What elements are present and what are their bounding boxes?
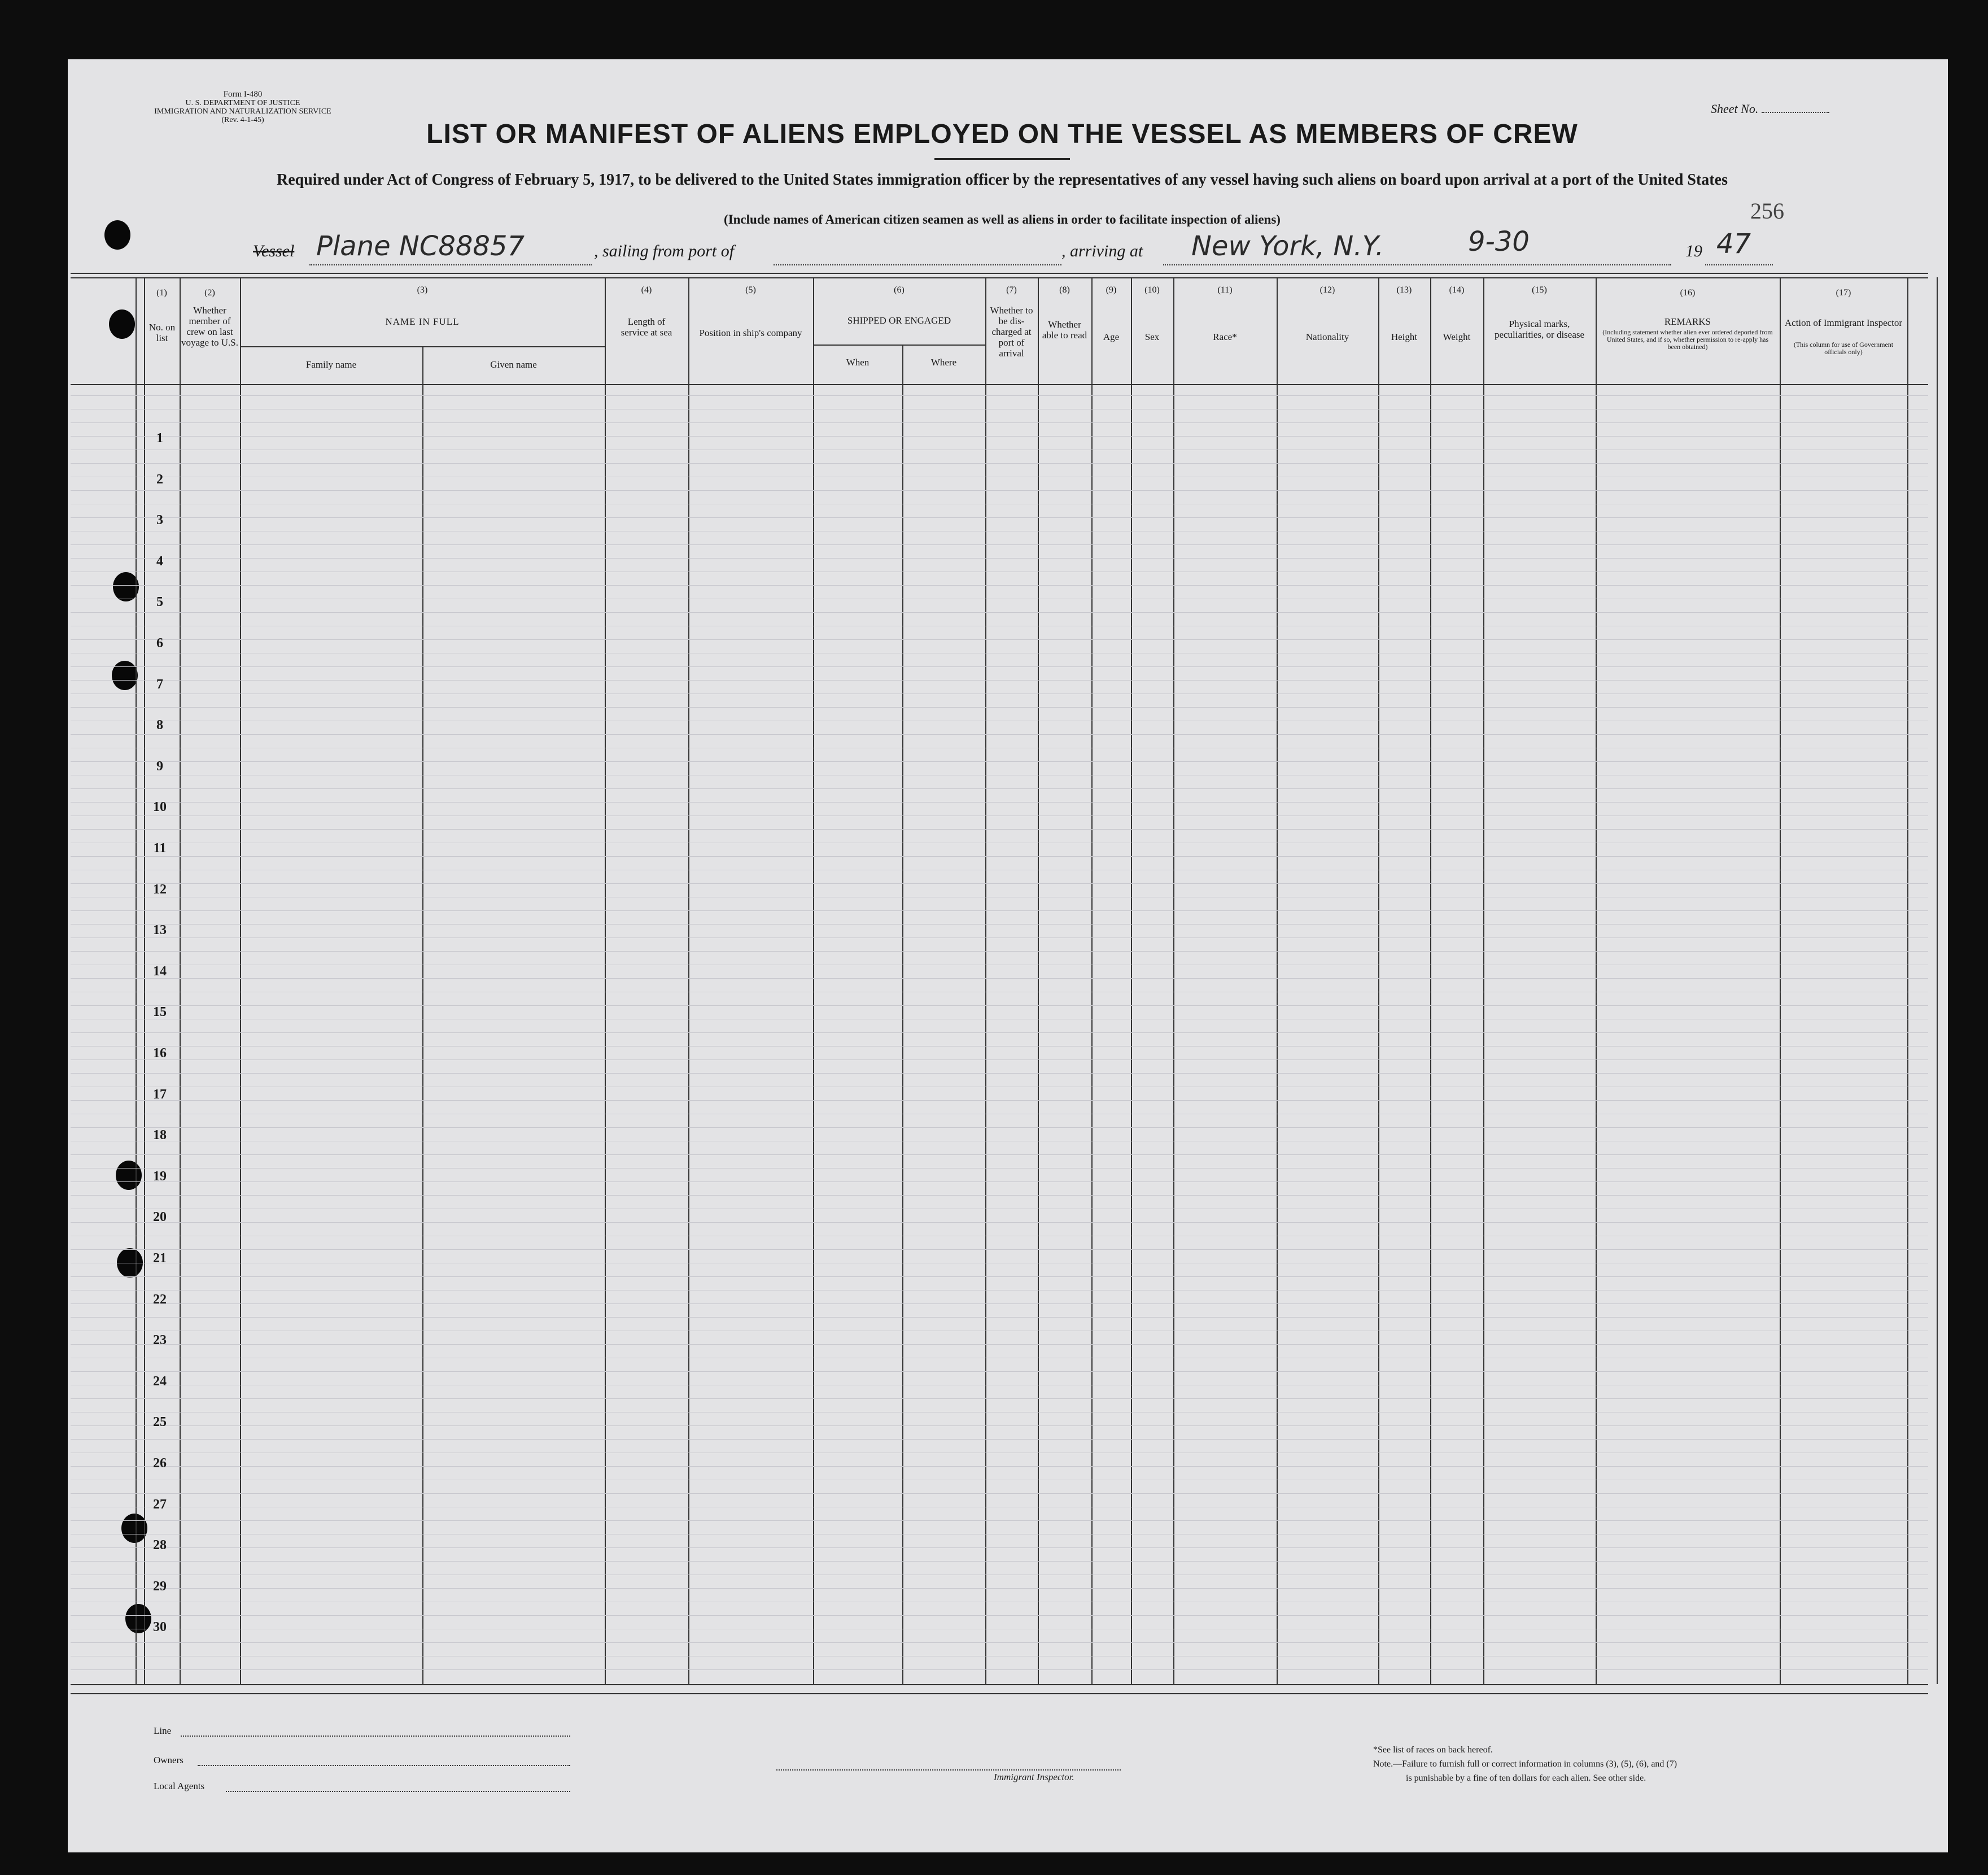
column-header-age: Age [1103, 332, 1120, 342]
column-header-position: Position in ship's company [699, 328, 802, 338]
row-number: 28 [153, 1538, 167, 1553]
row-number: 11 [153, 841, 167, 856]
row-ruling [71, 1561, 1928, 1562]
row-ruling [71, 1073, 1928, 1074]
row-ruling [71, 1439, 1928, 1440]
row-number: 19 [153, 1168, 167, 1184]
owners-label: Owners [154, 1755, 183, 1765]
vessel-label: Vessel [253, 242, 295, 260]
row-number: 7 [156, 677, 163, 692]
row-ruling [71, 1059, 1928, 1060]
column-divider [1131, 277, 1132, 1684]
row-ruling [71, 666, 1928, 667]
row-number: 15 [153, 1005, 167, 1020]
shipped-subheader-rule [813, 345, 985, 346]
form-number: Form I-480 [223, 90, 263, 99]
column-divider [1483, 277, 1484, 1684]
arriving-label: , arriving at [1061, 242, 1143, 260]
table-bottom-border-inner [71, 1693, 1928, 1694]
column-number: (3) [417, 285, 428, 295]
column-number: (12) [1319, 285, 1335, 295]
column-header-crew-last-voyage: Whether member of crew on last voyage to U.S. [181, 305, 239, 348]
sailing-label: , sailing from port of [594, 242, 735, 260]
column-divider [813, 277, 814, 1684]
row-ruling [71, 1425, 1928, 1426]
column-header-sex: Sex [1144, 332, 1160, 342]
arrival-date-value: 9-30 [1468, 226, 1530, 258]
row-ruling [71, 1154, 1928, 1155]
column-number: (10) [1144, 285, 1160, 295]
row-ruling [71, 1520, 1928, 1521]
column-divider [1430, 277, 1431, 1684]
title-rule [934, 158, 1070, 160]
column-divider [902, 345, 903, 1684]
column-divider [422, 346, 423, 1684]
row-ruling [71, 883, 1928, 884]
row-number: 25 [153, 1415, 167, 1430]
sheet-label: Sheet No. [1711, 102, 1759, 116]
column-divider [1091, 277, 1093, 1684]
row-ruling [71, 1398, 1928, 1399]
local-agents-label: Local Agents [154, 1781, 205, 1791]
column-number: (7) [1006, 285, 1017, 295]
row-number: 23 [153, 1333, 167, 1348]
column-number: (4) [641, 285, 652, 295]
line-field [181, 1736, 570, 1737]
column-number: (6) [894, 285, 905, 295]
column-header-inspector-action: Action of Immigrant Inspector [1784, 317, 1903, 328]
penalty-note-1: Note.—Failure to furnish full or correct information in columns (3), (5), (6), and (7) [1373, 1759, 1677, 1769]
column-divider [1277, 277, 1278, 1684]
row-ruling [71, 1588, 1928, 1589]
column-header-discharged: Whether to be dis-charged at port of arrival [990, 305, 1033, 359]
column-divider [1173, 277, 1174, 1684]
column-header-family-name: Family name [305, 359, 357, 370]
vessel-name: Plane NC88857 [316, 230, 525, 262]
row-number: 24 [153, 1373, 167, 1389]
row-ruling [71, 436, 1928, 437]
column-divider [688, 277, 689, 1684]
row-ruling [71, 802, 1928, 803]
row-ruling [71, 1493, 1928, 1494]
table-bottom-border [71, 1684, 1928, 1685]
sheet-number-field [1711, 102, 1829, 116]
column-header-remarks: REMARKS [1664, 316, 1711, 327]
row-ruling [71, 585, 1928, 586]
row-ruling [71, 1127, 1928, 1128]
row-number: 8 [156, 718, 163, 733]
column-header-where: Where [930, 357, 957, 368]
column-number: (2) [204, 288, 215, 298]
column-header-shipped-or-engaged: SHIPPED OR ENGAGED [847, 315, 951, 326]
row-ruling [71, 788, 1928, 789]
form-identification [136, 90, 350, 124]
row-ruling [71, 544, 1928, 545]
punch-hole [104, 220, 130, 250]
row-ruling [71, 1195, 1928, 1196]
year-field-line [1705, 264, 1773, 265]
column-divider [1907, 277, 1908, 1684]
row-ruling [71, 680, 1928, 681]
column-divider [136, 277, 137, 1684]
table-top-border-inner [71, 277, 1928, 278]
owners-field [198, 1765, 570, 1766]
arriving-port-value: New York, N.Y. [1191, 230, 1384, 262]
row-number: 12 [153, 882, 167, 897]
row-ruling [71, 1317, 1928, 1318]
row-number: 14 [153, 963, 167, 979]
column-header-weight: Weight [1443, 332, 1471, 342]
column-divider [144, 277, 145, 1684]
year-prefix: 19 [1685, 242, 1702, 260]
vessel-field-line [309, 264, 592, 265]
column-number: (17) [1836, 288, 1851, 298]
column-number: (1) [156, 288, 167, 298]
column-header-able-to-read: Whether able to read [1042, 319, 1087, 341]
row-ruling [71, 1276, 1928, 1277]
row-number: 10 [153, 800, 167, 815]
row-number: 21 [153, 1251, 167, 1266]
column-header-length-of-service: Length of service at sea [621, 316, 672, 338]
row-ruling [71, 829, 1928, 830]
row-number: 16 [153, 1046, 167, 1061]
column-header-when: When [846, 357, 870, 368]
column-header-height: Height [1391, 332, 1418, 342]
row-number: 6 [156, 636, 163, 651]
column-header-name-in-full: NAME IN FULL [385, 316, 460, 327]
row-number: 4 [156, 553, 163, 569]
inspector-label: Immigrant Inspector. [994, 1772, 1074, 1782]
row-ruling [71, 558, 1928, 559]
row-ruling [71, 1303, 1928, 1304]
inspector-signature-line [776, 1769, 1121, 1771]
row-ruling [71, 1249, 1928, 1250]
row-ruling [71, 1005, 1928, 1006]
row-ruling [71, 707, 1928, 708]
column-divider [1378, 277, 1379, 1684]
row-ruling [71, 734, 1928, 735]
row-ruling [71, 910, 1928, 911]
line-label: Line [154, 1725, 172, 1736]
penalty-note-2: is punishable by a fine of ten dollars for each alien. See other side. [1406, 1773, 1646, 1783]
row-number: 29 [153, 1579, 167, 1594]
row-ruling [71, 1615, 1928, 1616]
row-number: 27 [153, 1497, 167, 1512]
punch-hole [112, 661, 138, 690]
column-number: (11) [1217, 285, 1233, 295]
row-number: 1 [156, 431, 163, 446]
row-number: 5 [156, 595, 163, 610]
row-ruling [71, 1181, 1928, 1182]
column-number: (9) [1106, 285, 1117, 295]
row-ruling [71, 395, 1928, 396]
column-header-no-on-list: No. on list [148, 322, 176, 343]
row-ruling [71, 1344, 1928, 1345]
row-ruling [71, 951, 1928, 952]
row-ruling [71, 612, 1928, 613]
column-number: (15) [1532, 285, 1547, 295]
row-ruling [71, 1547, 1928, 1548]
table-top-border [71, 273, 1928, 274]
column-number: (8) [1059, 285, 1070, 295]
subtitle-note: (Include names of American citizen seamen as well as aliens in order to facilitate inspection of aliens) [724, 212, 1281, 226]
column-number: (16) [1680, 288, 1696, 298]
row-number: 20 [153, 1210, 167, 1225]
row-number: 3 [156, 513, 163, 528]
row-ruling [71, 422, 1928, 423]
row-number: 9 [156, 758, 163, 774]
year-value: 47 [1716, 228, 1751, 260]
punch-hole [109, 309, 135, 339]
column-divider [1937, 277, 1938, 1684]
column-header-physical-marks: Physical marks, peculiarities, or disease [1494, 319, 1585, 340]
row-ruling [71, 1100, 1928, 1101]
page-title: LIST OR MANIFEST OF ALIENS EMPLOYED ON THE VESSEL AS MEMBERS OF CREW [426, 119, 1578, 149]
column-header-race: Race* [1213, 332, 1237, 342]
subtitle: Required under Act of Congress of February 5, 1917, to be delivered to the United States immigration officer by the representatives of any vessel having such aliens on board upon arrival at a port of the United States [277, 171, 1728, 189]
row-number: 22 [153, 1292, 167, 1307]
row-ruling [71, 1642, 1928, 1643]
column-divider [985, 277, 986, 1684]
column-number: (14) [1449, 285, 1465, 295]
row-ruling [71, 856, 1928, 857]
column-divider [240, 277, 241, 1684]
row-ruling [71, 1669, 1928, 1670]
row-ruling [71, 924, 1928, 925]
row-ruling [71, 1032, 1928, 1033]
arriving-field-line [1163, 264, 1671, 265]
row-number: 26 [153, 1456, 167, 1471]
column-divider [180, 277, 181, 1684]
department: U. S. DEPARTMENT OF JUSTICE [185, 99, 300, 107]
column-header-nationality: Nationality [1305, 332, 1349, 342]
row-number: 30 [153, 1620, 167, 1635]
local-agents-field [226, 1791, 570, 1792]
row-ruling [71, 517, 1928, 518]
column-header-remarks-note: (Including statement whether alien ever ordered deported from United States, and if so, whether permission to re-apply has been obtained) [1602, 328, 1773, 351]
row-number: 13 [153, 923, 167, 938]
column-header-given-name: Given name [490, 359, 537, 370]
row-ruling [71, 978, 1928, 979]
row-ruling [71, 1466, 1928, 1467]
service: IMMIGRATION AND NATURALIZATION SERVICE [154, 107, 331, 116]
punch-hole [116, 1161, 142, 1190]
race-note: *See list of races on back hereof. [1373, 1745, 1493, 1755]
row-ruling [71, 761, 1928, 762]
revision: (Rev. 4-1-45) [221, 116, 264, 124]
column-number: (5) [745, 285, 756, 295]
column-divider [1038, 277, 1039, 1684]
column-divider [1596, 277, 1597, 1684]
row-number: 18 [153, 1128, 167, 1143]
row-ruling [71, 490, 1928, 491]
header-bottom-border [71, 384, 1928, 385]
row-ruling [71, 639, 1928, 640]
row-number: 17 [153, 1087, 167, 1102]
row-ruling [71, 1371, 1928, 1372]
column-number: (13) [1396, 285, 1412, 295]
sailing-port-field-line [774, 264, 1061, 265]
sheet-number-stamp: 256 [1750, 198, 1784, 224]
row-number: 2 [156, 472, 163, 487]
column-header-inspector-note: (This column for use of Government officials only) [1793, 341, 1894, 356]
row-ruling [71, 463, 1928, 464]
row-ruling [71, 1222, 1928, 1223]
column-divider [605, 277, 606, 1684]
column-divider [1780, 277, 1781, 1684]
